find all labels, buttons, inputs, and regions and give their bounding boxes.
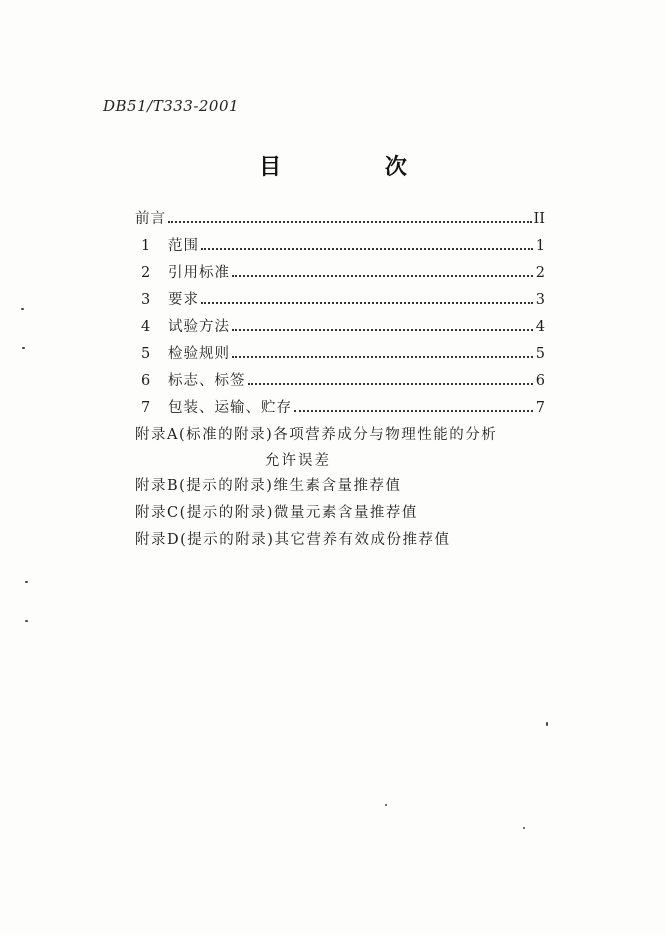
toc-page-number: 3: [535, 292, 545, 308]
dot-leader: [168, 220, 532, 223]
toc-entry-label: 试验方法: [168, 319, 230, 335]
toc-entry-section-7[interactable]: [135, 395, 545, 422]
toc-entry-appendix-a-continuation: 允许误差: [265, 453, 331, 469]
toc-entry-label: 包装、运输、贮存: [168, 400, 292, 416]
dot-leader: [232, 274, 533, 277]
toc-entry-label: 检验规则: [168, 346, 230, 362]
toc-entry-section-5[interactable]: [135, 341, 545, 368]
toc-page-number: 1: [535, 238, 545, 254]
dot-leader: [294, 409, 533, 412]
scan-speck: [385, 804, 387, 806]
toc-entry-appendix-a[interactable]: 附录A(标准的附录)各项营养成分与物理性能的分析: [135, 427, 498, 443]
toc-section-number: 6: [141, 373, 151, 389]
toc-entry-label: 要求: [168, 292, 199, 308]
toc-section-number: 2: [141, 265, 151, 281]
toc-page-number: 6: [535, 373, 545, 389]
toc-section-number: 1: [141, 238, 151, 254]
dot-leader: [201, 247, 533, 250]
toc-entry-preface[interactable]: [135, 206, 545, 233]
scan-speck: [25, 620, 28, 622]
dot-leader: [232, 328, 533, 331]
toc-entry-section-4[interactable]: [135, 314, 545, 341]
toc-title: 目 次: [259, 154, 455, 180]
table-of-contents: [135, 206, 545, 554]
standard-code: DB51/T333-2001: [103, 97, 240, 115]
toc-page-number: 5: [535, 346, 545, 362]
scan-speck: [25, 581, 28, 583]
toc-section-number: 5: [141, 346, 151, 362]
scan-speck: [523, 827, 525, 829]
toc-entry-appendix-b[interactable]: 附录B(提示的附录)维生素含量推荐值: [135, 478, 402, 494]
toc-section-number: 4: [141, 319, 151, 335]
toc-entry-appendix-d[interactable]: 附录D(提示的附录)其它营养有效成份推荐值: [135, 532, 451, 548]
scan-speck: [22, 347, 25, 349]
toc-entry-label: 范围: [168, 238, 199, 254]
toc-page-number: 2: [535, 265, 545, 281]
toc-entry-section-3[interactable]: [135, 287, 545, 314]
toc-entry-appendix-c[interactable]: 附录C(提示的附录)微量元素含量推荐值: [135, 505, 418, 521]
scan-speck: [546, 722, 548, 726]
dot-leader: [232, 355, 533, 358]
toc-page-number: II: [533, 211, 545, 227]
toc-page-number: 4: [535, 319, 545, 335]
toc-entry-section-6[interactable]: [135, 368, 545, 395]
scan-speck: [21, 308, 24, 310]
dot-leader: [248, 382, 534, 385]
toc-entry-label: 前言: [135, 211, 166, 227]
dot-leader: [201, 301, 533, 304]
toc-page-number: 7: [535, 400, 545, 416]
toc-entry-section-2[interactable]: [135, 260, 545, 287]
toc-section-number: 3: [141, 292, 151, 308]
toc-entry-label: 引用标准: [168, 265, 230, 281]
toc-entry-section-1[interactable]: [135, 233, 545, 260]
toc-entry-label: 标志、标签: [168, 373, 246, 389]
toc-section-number: 7: [141, 400, 151, 416]
